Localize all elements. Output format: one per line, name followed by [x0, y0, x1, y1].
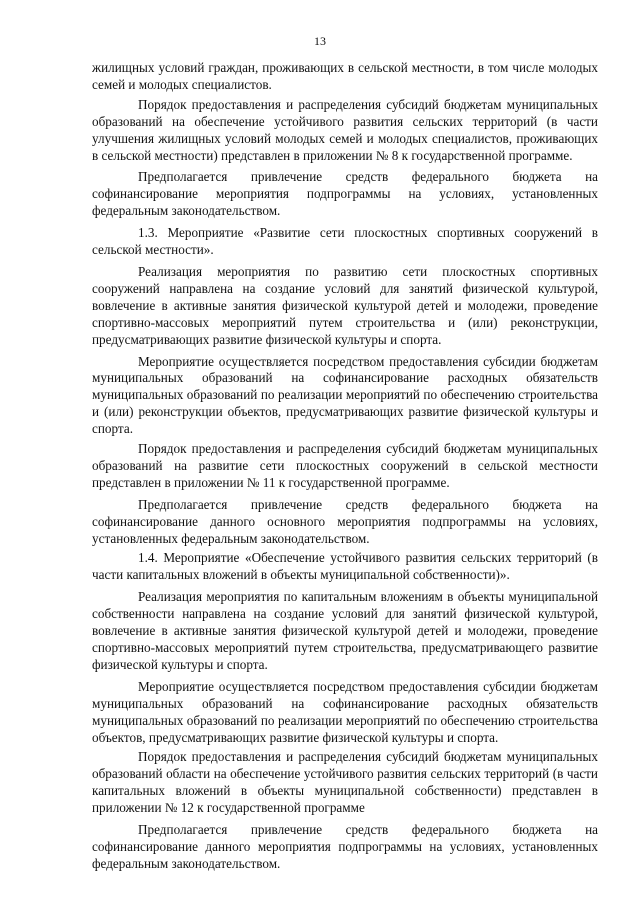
paragraph-subsidy-order-sports: Порядок предоставления и распределения субсидий бюджетам муниципальных образований на развитие сети плоскостных сооружений в сельской местности представлен в приложении № 11 к государственной программе.	[92, 441, 598, 490]
document-body	[92, 60, 598, 873]
paragraph-capital-subsidy-mechanism: Мероприятие осуществляется посредством предоставления субсидии бюджетам муниципальных образований на софинансирование расходных обязательств муниципальных образований по реализации мероприятий по обеспечению строительства объектов, предусматривающих развитие физической культуры и спорта.	[92, 678, 598, 745]
paragraph-sports-facilities-implementation: Реализация мероприятия по развитию сети плоскостных спортивных сооружений направлена на создание условий для занятий физической культурой, вовлечение в активные занятия физической культурой детей и молодежи, проведение спортивно-массовых мероприятий путем строительства и (или) реконструкции, предусматривающих развитие физической культуры и спорта.	[92, 263, 598, 347]
section-heading-1-4: 1.4. Мероприятие «Обеспечение устойчивого развития сельских территорий (в части капитальных вложений в объекты муниципальной собственности)».	[92, 550, 598, 583]
paragraph-sports-subsidy-mechanism: Мероприятие осуществляется посредством предоставления субсидии бюджетам муниципальных образований на софинансирование расходных обязательств муниципальных образований по реализации мероприятий по обеспечению строительства и (или) реконструкции объектов, предусматривающих развитие физической культуры и спорта.	[92, 353, 598, 437]
paragraph-federal-funding-2: Предполагается привлечение средств федерального бюджета на софинансирование данного основного мероприятия подпрограммы на условиях, установленных федеральным законодательством.	[92, 496, 598, 546]
paragraph-capital-investment-implementation: Реализация мероприятия по капитальным вложениям в объекты муниципальной собственности направлена на создание условий для занятий физической культурой, вовлечение в активные занятия физической культурой детей и молодежи, проведение спортивно-массовых мероприятий путем строительства, предусматривающего развитие физической культуры и спорта.	[92, 589, 598, 672]
paragraph-subsidy-order-young-families: Порядок предоставления и распределения субсидий бюджетам муниципальных образований на обеспечение устойчивого развития сельских территорий (в части улучшения жилищных условий молодых семей и молодых специалистов, проживающих в сельской местности) представлен в приложении № 8 к государственной программе.	[92, 96, 598, 163]
section-heading-1-3: 1.3. Мероприятие «Развитие сети плоскостных спортивных сооружений в сельской местности».	[92, 225, 598, 258]
page-number: 13	[314, 34, 326, 48]
paragraph-subsidy-order-capital: Порядок предоставления и распределения субсидий бюджетам муниципальных образований области на обеспечение устойчивого развития сельских территорий (в части капитальных вложений в объекты муниципальной собственности) представлен в приложении № 12 к государственной программе	[92, 749, 598, 816]
paragraph-federal-funding-3: Предполагается привлечение средств федерального бюджета на софинансирование данного мероприятия подпрограммы на условиях, установленных федеральным законодательством.	[92, 822, 598, 871]
paragraph-continuation: жилищных условий граждан, проживающих в сельской местности, в том числе молодых семей и молодых специалистов.	[92, 60, 598, 92]
paragraph-federal-funding-1: Предполагается привлечение средств федерального бюджета на софинансирование мероприятия подпрограммы на условиях, установленных федеральным законодательством.	[92, 169, 598, 219]
